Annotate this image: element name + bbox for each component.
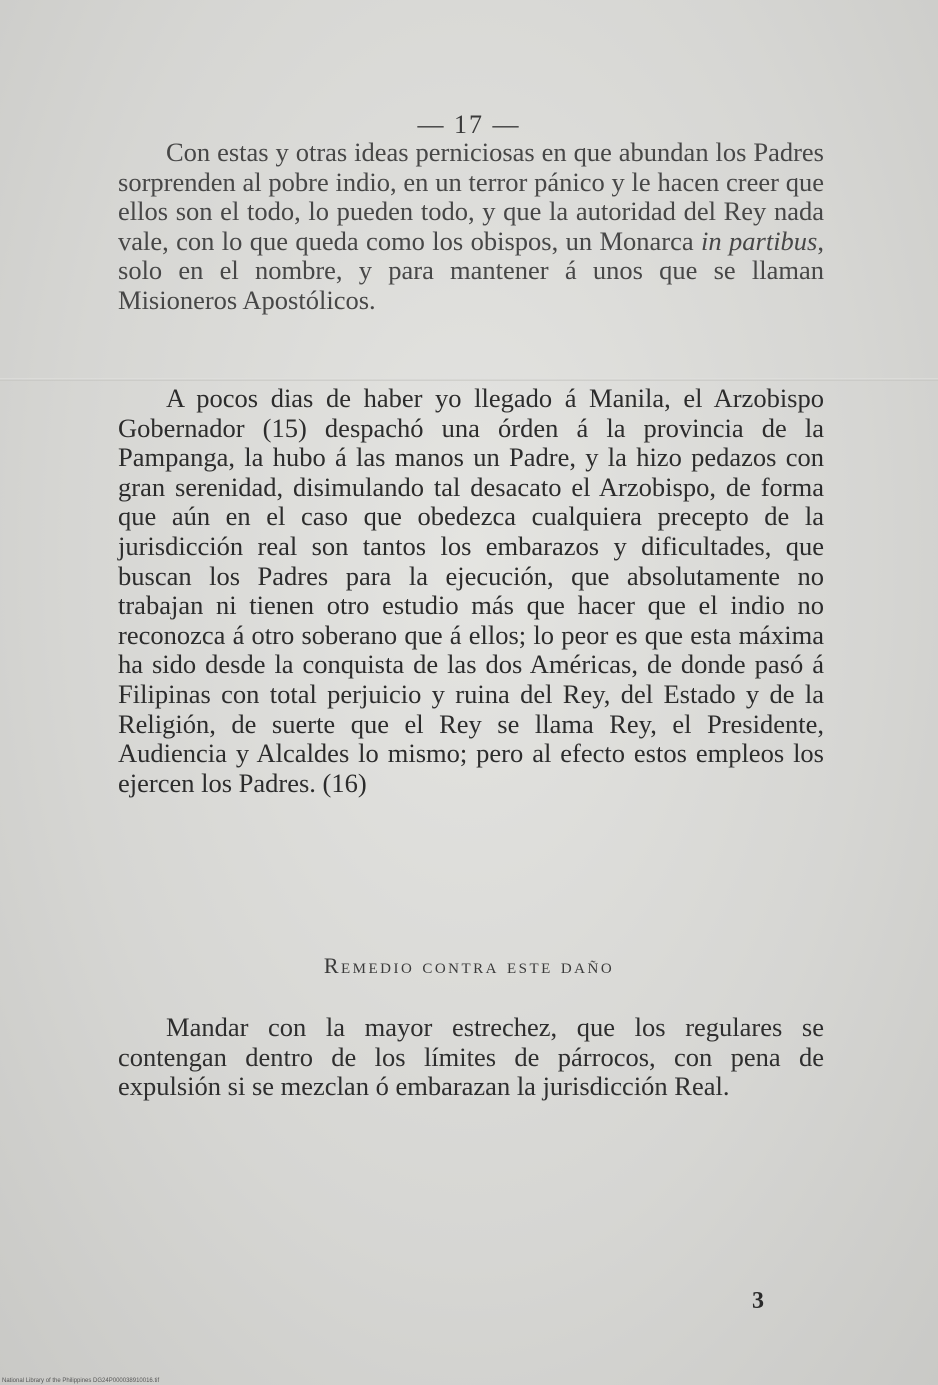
page-number: — 17 — bbox=[417, 110, 521, 139]
paragraph-3 bbox=[118, 1013, 824, 1102]
section-heading: Remedio contra este daño bbox=[323, 953, 615, 978]
paragraph-1 bbox=[118, 138, 824, 316]
latin-phrase: in partibus bbox=[701, 225, 818, 256]
paragraph-1-text: Con estas y otras ideas perniciosas en que abundan los Padres sorprenden al pobre indio, en un terror pánico y le hacen creer que ellos son el todo, lo pueden todo, y que la autoridad del Rey nada vale, con lo que queda como los obispos, un Monarca in partibus, solo en el nombre, y para mantener á unos que se llaman Misioneros Apostólicos. bbox=[118, 137, 824, 315]
paper-fold-line bbox=[0, 378, 938, 381]
paragraph-2 bbox=[118, 384, 824, 798]
signature-mark: 3 bbox=[752, 1288, 764, 1314]
footer-credit: National Library of the Philippines DG24P000038910016.tif bbox=[2, 1378, 160, 1384]
paragraph-2-text: A pocos dias de haber yo llegado á Manila, el Arzobispo Gobernador (15) despachó una órden á la provincia de la Pampanga, la hubo á las manos un Padre, y la hizo pedazos con gran serenidad, disimulando tal desacato el Arzobispo, de forma que aún en el caso que obedezca cualquiera precepto de la jurisdicción real son tantos los embarazos y dificultades, que buscan los Padres para la ejecución, que absolutamente no trabajan ni tienen otro estudio más que hacer que el indio no reconozca á otro soberano que á ellos; lo peor es que esta máxima ha sido desde la conquista de las dos Américas, de donde pasó á Filipinas con total perjuicio y ruina del Rey, del Estado y de la Religión, de suerte que el Rey se llama Rey, el Presidente, Audiencia y Alcaldes lo mismo; pero al efecto estos empleos los ejercen los Padres. (16) bbox=[118, 383, 824, 798]
paragraph-3-text: Mandar con la mayor estrechez, que los regulares se contengan dentro de los límites de párrocos, con pena de expulsión si se mezclan ó embarazan la jurisdicción Real. bbox=[118, 1012, 824, 1102]
